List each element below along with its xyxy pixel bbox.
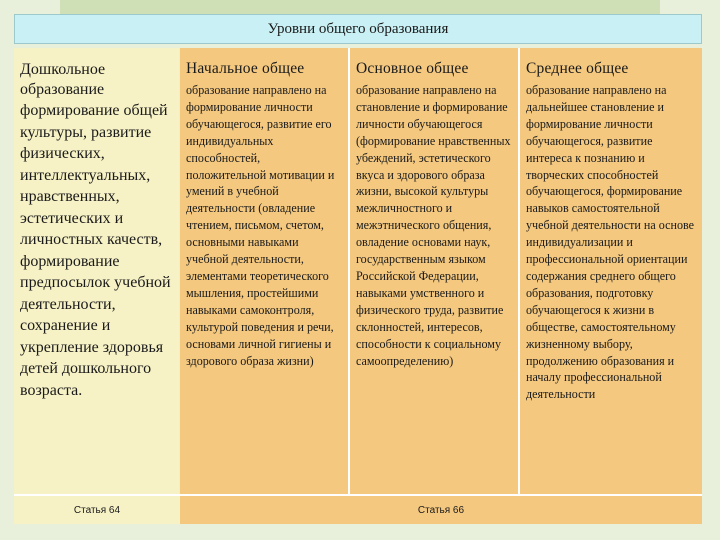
column-header-secondary: Среднее общее [526, 60, 629, 77]
column-body-secondary: образование направлено на дальнейшее становление и формирование личности обучающегося, развитие интереса к познанию и творческих способностей обучающегося, формирование навыков самостоятельной учебной деятельности на основе индивидуализации и профессиональной ориентации содержания среднего общего образования, подготовку обучающегося к жизни в обществе, самостоятельному жизненному выбору, продолжению образования и началу профессиональной деятельности [526, 83, 695, 402]
top-decorative-bar [60, 0, 660, 14]
column-body-preschool: формирование общей культуры, развитие физических, интеллектуальных, нравственных, эстетических и личностных качеств, формирование предпосылок учебной деятельности, сохранение и укрепление здоровья детей дошкольного возраста. [20, 102, 171, 399]
footer-article-66: Статья 66 [180, 494, 702, 524]
column-header-primary: Начальное общее [186, 60, 305, 77]
column-basic [350, 48, 520, 494]
education-levels-table [14, 48, 702, 524]
column-body-primary: образование направлено на формирование личности обучающегося, развитие его индивидуальных способностей, положительной мотивации и умений в учебной деятельности (овладение чтением, письмом, счетом, основными навыками учебной деятельности, элементами теоретического мышления, простейшими навыками самоконтроля, культурой поведения и речи, основами личной гигиены и здорового образа жизни) [186, 83, 335, 368]
column-header-basic: Основное общее [356, 60, 469, 77]
column-secondary [520, 48, 702, 494]
column-primary [180, 48, 350, 494]
column-preschool [14, 48, 180, 494]
column-body-basic: образование направлено на становление и формирование личности обучающегося (формирование нравственных убеждений, эстетического вкуса и здорового образа жизни, высокой культуры межличностного и межэтнического общения, овладение основами наук, государственным языком Российской Федерации, навыками умственного и физического труда, развитие склонностей, интересов, способности к социальному самоопределению) [356, 83, 511, 368]
page-title: Уровни общего образования [14, 14, 702, 44]
footer-article-64: Статья 64 [14, 494, 180, 524]
column-header-preschool: Дошкольное образование [20, 61, 106, 98]
